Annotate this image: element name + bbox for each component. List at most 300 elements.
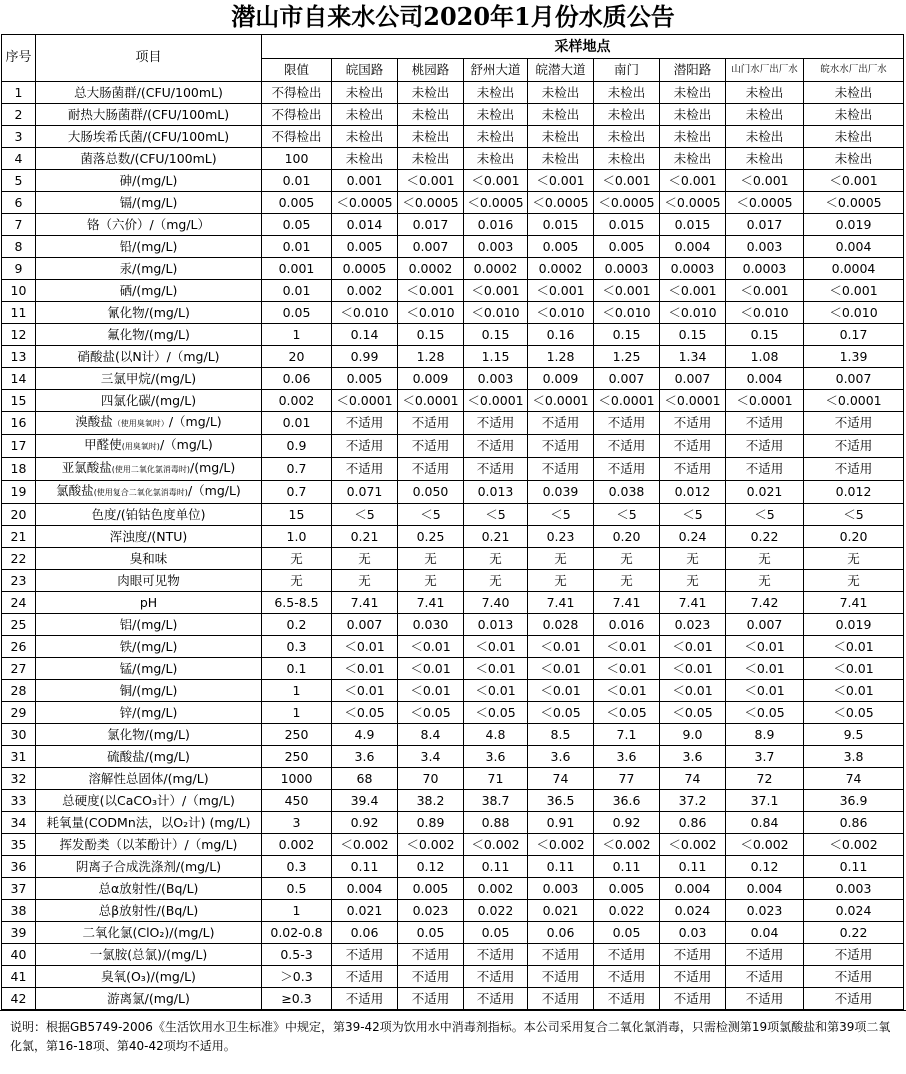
site-value: ＜0.002 bbox=[594, 834, 660, 856]
site-value: 1.34 bbox=[660, 346, 726, 368]
site-value: 0.0002 bbox=[528, 258, 594, 280]
header-site: 桃园路 bbox=[398, 59, 464, 82]
table-row bbox=[2, 812, 904, 834]
site-value: 0.25 bbox=[398, 526, 464, 548]
site-value: 0.012 bbox=[660, 481, 726, 504]
item-label: 铜/(mg/L) bbox=[119, 682, 178, 698]
limit-value: 1000 bbox=[262, 768, 332, 790]
limit-value: 3 bbox=[262, 812, 332, 834]
water-quality-table bbox=[1, 34, 904, 1010]
table-row bbox=[2, 768, 904, 790]
item-name bbox=[36, 680, 262, 702]
site-value: 不适用 bbox=[528, 458, 594, 481]
site-value: 0.12 bbox=[398, 856, 464, 878]
item-label: 硝酸盐(以N计）/（mg/L) bbox=[77, 348, 220, 364]
row-number: 29 bbox=[2, 702, 36, 724]
site-value: 无 bbox=[726, 548, 804, 570]
item-label: pH bbox=[139, 594, 158, 610]
row-number: 8 bbox=[2, 236, 36, 258]
site-value: 0.004 bbox=[726, 878, 804, 900]
site-value: ＜0.0001 bbox=[398, 390, 464, 412]
site-value: ＜0.010 bbox=[660, 302, 726, 324]
item-label: 铅/(mg/L) bbox=[119, 238, 178, 254]
site-value: 未检出 bbox=[332, 82, 398, 104]
row-number: 40 bbox=[2, 944, 36, 966]
site-value: 不适用 bbox=[726, 435, 804, 458]
site-value: ＜0.01 bbox=[332, 680, 398, 702]
item-name bbox=[36, 878, 262, 900]
header-site: 皖潜大道 bbox=[528, 59, 594, 82]
site-value: 不适用 bbox=[660, 412, 726, 435]
site-value: 3.6 bbox=[660, 746, 726, 768]
site-value: 不适用 bbox=[332, 966, 398, 988]
site-value: 无 bbox=[398, 570, 464, 592]
item-label: 总α放射性/(Bq/L) bbox=[98, 880, 199, 896]
limit-value: 15 bbox=[262, 504, 332, 526]
site-value: ＜0.05 bbox=[660, 702, 726, 724]
site-value: 无 bbox=[804, 548, 904, 570]
site-value: 0.003 bbox=[464, 368, 528, 390]
site-value: 未检出 bbox=[332, 148, 398, 170]
site-value: 0.84 bbox=[726, 812, 804, 834]
limit-value: 0.01 bbox=[262, 170, 332, 192]
site-value: 0.06 bbox=[332, 922, 398, 944]
table-row bbox=[2, 104, 904, 126]
header-site: 皖国路 bbox=[332, 59, 398, 82]
item-name bbox=[36, 746, 262, 768]
limit-value: 1 bbox=[262, 324, 332, 346]
limit-value: ＞0.3 bbox=[262, 966, 332, 988]
row-number: 41 bbox=[2, 966, 36, 988]
row-number: 1 bbox=[2, 82, 36, 104]
row-number: 10 bbox=[2, 280, 36, 302]
item-name bbox=[36, 104, 262, 126]
limit-value: 0.7 bbox=[262, 481, 332, 504]
site-value: 0.022 bbox=[464, 900, 528, 922]
site-value: ＜0.010 bbox=[594, 302, 660, 324]
site-value: 0.015 bbox=[660, 214, 726, 236]
limit-value: 0.002 bbox=[262, 834, 332, 856]
table-row bbox=[2, 658, 904, 680]
site-value: 0.021 bbox=[332, 900, 398, 922]
site-value: ＜0.0001 bbox=[594, 390, 660, 412]
site-value: ＜0.01 bbox=[804, 658, 904, 680]
site-value: 0.0003 bbox=[660, 258, 726, 280]
header-site: 舒州大道 bbox=[464, 59, 528, 82]
site-value: 0.005 bbox=[594, 878, 660, 900]
table-row bbox=[2, 856, 904, 878]
limit-value: 0.7 bbox=[262, 458, 332, 481]
site-value: ＜0.01 bbox=[464, 636, 528, 658]
table-row bbox=[2, 258, 904, 280]
site-value: 0.0004 bbox=[804, 258, 904, 280]
site-value: ＜0.002 bbox=[660, 834, 726, 856]
item-condition: (使用二氧化氯消毒时) bbox=[111, 465, 190, 474]
site-value: 不适用 bbox=[464, 988, 528, 1010]
site-value: 不适用 bbox=[660, 435, 726, 458]
item-name bbox=[36, 148, 262, 170]
site-value: 不适用 bbox=[594, 412, 660, 435]
site-value: ＜0.01 bbox=[398, 636, 464, 658]
site-value: 0.11 bbox=[804, 856, 904, 878]
site-value: ＜0.01 bbox=[726, 680, 804, 702]
item-name bbox=[36, 966, 262, 988]
site-value: 0.004 bbox=[726, 368, 804, 390]
site-value: 0.24 bbox=[660, 526, 726, 548]
item-label: 锰/(mg/L) bbox=[119, 660, 178, 676]
site-value: 无 bbox=[660, 548, 726, 570]
table-row bbox=[2, 390, 904, 412]
site-value: 8.4 bbox=[398, 724, 464, 746]
row-number: 15 bbox=[2, 390, 36, 412]
site-value: 37.1 bbox=[726, 790, 804, 812]
item-name bbox=[36, 790, 262, 812]
row-number: 31 bbox=[2, 746, 36, 768]
site-value: 不适用 bbox=[726, 988, 804, 1010]
site-value: 0.002 bbox=[464, 878, 528, 900]
site-value: 0.06 bbox=[528, 922, 594, 944]
item-name bbox=[36, 214, 262, 236]
item-name bbox=[36, 412, 262, 435]
item-label: 铁/(mg/L) bbox=[119, 638, 178, 654]
site-value: ＜5 bbox=[332, 504, 398, 526]
item-name bbox=[36, 614, 262, 636]
item-label: 溶解性总固体/(mg/L) bbox=[88, 770, 209, 786]
site-value: 不适用 bbox=[332, 412, 398, 435]
site-value: 8.9 bbox=[726, 724, 804, 746]
site-value: 不适用 bbox=[332, 458, 398, 481]
site-value: 0.019 bbox=[804, 614, 904, 636]
site-value: 68 bbox=[332, 768, 398, 790]
site-value: 不适用 bbox=[660, 966, 726, 988]
site-value: ＜0.01 bbox=[726, 658, 804, 680]
site-value: ＜0.05 bbox=[804, 702, 904, 724]
site-value: 3.6 bbox=[528, 746, 594, 768]
row-number: 21 bbox=[2, 526, 36, 548]
site-value: 不适用 bbox=[594, 458, 660, 481]
site-value: 无 bbox=[594, 570, 660, 592]
item-label: 大肠埃希氏菌/(CFU/100mL) bbox=[67, 128, 230, 144]
row-number: 38 bbox=[2, 900, 36, 922]
site-value: 0.23 bbox=[528, 526, 594, 548]
site-value: 0.99 bbox=[332, 346, 398, 368]
site-value: 不适用 bbox=[594, 988, 660, 1010]
site-value: 7.40 bbox=[464, 592, 528, 614]
site-value: 0.023 bbox=[398, 900, 464, 922]
site-value: ＜0.001 bbox=[398, 280, 464, 302]
site-value: 37.2 bbox=[660, 790, 726, 812]
site-value: 0.0002 bbox=[464, 258, 528, 280]
item-name bbox=[36, 834, 262, 856]
site-value: 74 bbox=[660, 768, 726, 790]
item-label: 挥发酚类（以苯酚计）/（mg/L) bbox=[59, 836, 238, 852]
site-value: 0.016 bbox=[594, 614, 660, 636]
site-value: 0.89 bbox=[398, 812, 464, 834]
item-name bbox=[36, 170, 262, 192]
item-label: 一氯胺(总氯)/(mg/L) bbox=[89, 946, 208, 962]
site-value: ＜0.010 bbox=[804, 302, 904, 324]
site-value: 不适用 bbox=[332, 944, 398, 966]
site-value: ＜0.01 bbox=[398, 680, 464, 702]
site-value: 0.004 bbox=[660, 236, 726, 258]
item-name bbox=[36, 192, 262, 214]
site-value: 0.11 bbox=[528, 856, 594, 878]
site-value: ＜0.05 bbox=[464, 702, 528, 724]
item-name bbox=[36, 458, 262, 481]
row-number: 42 bbox=[2, 988, 36, 1010]
site-value: 不适用 bbox=[804, 435, 904, 458]
site-value: ＜0.0005 bbox=[804, 192, 904, 214]
site-value: 0.05 bbox=[398, 922, 464, 944]
site-value: ＜0.001 bbox=[804, 280, 904, 302]
table-row bbox=[2, 702, 904, 724]
site-value: 不适用 bbox=[528, 412, 594, 435]
limit-value: 0.01 bbox=[262, 280, 332, 302]
site-value: 0.022 bbox=[594, 900, 660, 922]
limit-value: 0.1 bbox=[262, 658, 332, 680]
site-value: 7.41 bbox=[528, 592, 594, 614]
site-value: 8.5 bbox=[528, 724, 594, 746]
site-value: ＜0.05 bbox=[594, 702, 660, 724]
header-site: 南门 bbox=[594, 59, 660, 82]
site-value: 3.6 bbox=[332, 746, 398, 768]
site-value: 7.41 bbox=[398, 592, 464, 614]
row-number: 4 bbox=[2, 148, 36, 170]
row-number: 23 bbox=[2, 570, 36, 592]
site-value: 0.013 bbox=[464, 481, 528, 504]
site-value: 不适用 bbox=[528, 988, 594, 1010]
site-value: ＜0.01 bbox=[804, 636, 904, 658]
table-row bbox=[2, 878, 904, 900]
row-number: 3 bbox=[2, 126, 36, 148]
site-value: 0.88 bbox=[464, 812, 528, 834]
site-value: ＜0.01 bbox=[464, 680, 528, 702]
site-value: 0.22 bbox=[726, 526, 804, 548]
site-value: 0.21 bbox=[464, 526, 528, 548]
site-value: 0.015 bbox=[594, 214, 660, 236]
site-value: 0.15 bbox=[726, 324, 804, 346]
site-value: 7.41 bbox=[804, 592, 904, 614]
item-label: 耐热大肠菌群/(CFU/100mL) bbox=[67, 106, 230, 122]
site-value: 0.023 bbox=[660, 614, 726, 636]
table-row bbox=[2, 548, 904, 570]
item-name bbox=[36, 526, 262, 548]
site-value: ＜0.001 bbox=[464, 280, 528, 302]
site-value: ＜5 bbox=[464, 504, 528, 526]
site-value: 0.024 bbox=[660, 900, 726, 922]
site-value: 不适用 bbox=[464, 458, 528, 481]
site-value: 不适用 bbox=[726, 458, 804, 481]
site-value: ＜0.001 bbox=[594, 170, 660, 192]
site-value: ＜0.001 bbox=[464, 170, 528, 192]
site-value: 不适用 bbox=[528, 966, 594, 988]
site-value: 不适用 bbox=[464, 412, 528, 435]
site-value: 0.15 bbox=[464, 324, 528, 346]
item-label: 总β放射性/(Bq/L) bbox=[98, 902, 199, 918]
site-value: 0.0005 bbox=[332, 258, 398, 280]
item-label: 亚氯酸盐 bbox=[61, 460, 112, 475]
site-value: ＜0.0005 bbox=[660, 192, 726, 214]
site-value: 无 bbox=[528, 570, 594, 592]
row-number: 27 bbox=[2, 658, 36, 680]
limit-value: 0.02-0.8 bbox=[262, 922, 332, 944]
item-name bbox=[36, 390, 262, 412]
site-value: 不适用 bbox=[332, 435, 398, 458]
site-value: ＜0.0005 bbox=[464, 192, 528, 214]
site-value: ＜0.002 bbox=[332, 834, 398, 856]
site-value: 74 bbox=[528, 768, 594, 790]
site-value: ＜5 bbox=[398, 504, 464, 526]
site-value: 0.003 bbox=[528, 878, 594, 900]
site-value: 未检出 bbox=[594, 126, 660, 148]
table-row bbox=[2, 504, 904, 526]
site-value: 不适用 bbox=[594, 435, 660, 458]
row-number: 12 bbox=[2, 324, 36, 346]
limit-value: 不得检出 bbox=[262, 126, 332, 148]
site-value: 0.009 bbox=[528, 368, 594, 390]
site-value: 0.007 bbox=[660, 368, 726, 390]
site-value: 未检出 bbox=[726, 104, 804, 126]
item-name bbox=[36, 702, 262, 724]
site-value: 不适用 bbox=[398, 944, 464, 966]
site-value: 0.14 bbox=[332, 324, 398, 346]
site-value: 不适用 bbox=[594, 966, 660, 988]
row-number: 19 bbox=[2, 481, 36, 504]
site-value: 不适用 bbox=[804, 966, 904, 988]
site-value: 无 bbox=[332, 570, 398, 592]
site-value: ＜0.0001 bbox=[464, 390, 528, 412]
site-value: 7.42 bbox=[726, 592, 804, 614]
limit-value: 1.0 bbox=[262, 526, 332, 548]
limit-value: 1 bbox=[262, 702, 332, 724]
site-value: 39.4 bbox=[332, 790, 398, 812]
site-value: 不适用 bbox=[528, 944, 594, 966]
site-value: ＜0.0001 bbox=[528, 390, 594, 412]
site-value: 0.92 bbox=[332, 812, 398, 834]
item-name bbox=[36, 636, 262, 658]
site-value: ＜0.0001 bbox=[660, 390, 726, 412]
limit-value: 0.5-3 bbox=[262, 944, 332, 966]
limit-value: 450 bbox=[262, 790, 332, 812]
site-value: ＜0.002 bbox=[528, 834, 594, 856]
site-value: 未检出 bbox=[804, 104, 904, 126]
site-value: 0.002 bbox=[332, 280, 398, 302]
item-label: 总大肠菌群/(CFU/100mL) bbox=[74, 84, 223, 100]
site-value: 未检出 bbox=[332, 104, 398, 126]
site-value: 无 bbox=[464, 570, 528, 592]
row-number: 16 bbox=[2, 412, 36, 435]
site-value: 0.021 bbox=[528, 900, 594, 922]
site-value: 0.0003 bbox=[726, 258, 804, 280]
site-value: 0.038 bbox=[594, 481, 660, 504]
site-value: 0.007 bbox=[726, 614, 804, 636]
site-value: ＜0.01 bbox=[398, 658, 464, 680]
table-row bbox=[2, 724, 904, 746]
site-value: ＜0.002 bbox=[804, 834, 904, 856]
site-value: 0.001 bbox=[332, 170, 398, 192]
item-name bbox=[36, 236, 262, 258]
row-number: 26 bbox=[2, 636, 36, 658]
row-number: 11 bbox=[2, 302, 36, 324]
site-value: 0.004 bbox=[332, 878, 398, 900]
row-number: 30 bbox=[2, 724, 36, 746]
site-value: 未检出 bbox=[398, 82, 464, 104]
table-row bbox=[2, 192, 904, 214]
site-value: 未检出 bbox=[726, 148, 804, 170]
item-label: 三氯甲烷/(mg/L) bbox=[100, 370, 197, 386]
site-value: 1.39 bbox=[804, 346, 904, 368]
row-number: 7 bbox=[2, 214, 36, 236]
row-number: 18 bbox=[2, 458, 36, 481]
header-site: 潜阳路 bbox=[660, 59, 726, 82]
site-value: ＜0.0001 bbox=[804, 390, 904, 412]
table-row bbox=[2, 302, 904, 324]
site-value: ＜0.010 bbox=[726, 302, 804, 324]
limit-value: 0.001 bbox=[262, 258, 332, 280]
site-value: 0.005 bbox=[332, 368, 398, 390]
limit-value: 1 bbox=[262, 900, 332, 922]
site-value: ＜0.001 bbox=[594, 280, 660, 302]
site-value: 0.005 bbox=[398, 878, 464, 900]
site-value: 36.6 bbox=[594, 790, 660, 812]
table-row bbox=[2, 126, 904, 148]
site-value: ＜0.001 bbox=[804, 170, 904, 192]
site-value: 未检出 bbox=[594, 104, 660, 126]
item-unit: /（mg/L) bbox=[168, 414, 222, 429]
row-number: 32 bbox=[2, 768, 36, 790]
site-value: ＜0.0005 bbox=[332, 192, 398, 214]
site-value: 未检出 bbox=[660, 148, 726, 170]
item-name bbox=[36, 570, 262, 592]
site-value: ＜0.002 bbox=[464, 834, 528, 856]
site-value: 72 bbox=[726, 768, 804, 790]
site-value: ＜0.001 bbox=[528, 280, 594, 302]
site-value: ＜0.010 bbox=[464, 302, 528, 324]
item-name bbox=[36, 280, 262, 302]
table-row bbox=[2, 458, 904, 481]
item-unit: /(mg/L) bbox=[190, 460, 236, 475]
site-value: 0.007 bbox=[398, 236, 464, 258]
site-value: 不适用 bbox=[398, 988, 464, 1010]
site-value: 0.0003 bbox=[594, 258, 660, 280]
item-condition: (用臭氧时) bbox=[121, 442, 160, 451]
site-value: 9.0 bbox=[660, 724, 726, 746]
site-value: 未检出 bbox=[528, 126, 594, 148]
site-value: 0.005 bbox=[332, 236, 398, 258]
item-label: 硫酸盐/(mg/L) bbox=[107, 748, 190, 764]
site-value: 未检出 bbox=[726, 126, 804, 148]
site-value: ＜5 bbox=[594, 504, 660, 526]
item-label: 总硬度(以CaCO₃计）/（mg/L) bbox=[62, 792, 235, 808]
site-value: 7.41 bbox=[594, 592, 660, 614]
site-value: 未检出 bbox=[528, 148, 594, 170]
site-value: 未检出 bbox=[528, 104, 594, 126]
row-number: 9 bbox=[2, 258, 36, 280]
site-value: 1.15 bbox=[464, 346, 528, 368]
site-value: 0.17 bbox=[804, 324, 904, 346]
site-value: 未检出 bbox=[332, 126, 398, 148]
item-name bbox=[36, 592, 262, 614]
limit-value: 0.9 bbox=[262, 435, 332, 458]
site-value: ＜0.01 bbox=[804, 680, 904, 702]
row-number: 34 bbox=[2, 812, 36, 834]
site-value: ＜0.05 bbox=[528, 702, 594, 724]
site-value: 不适用 bbox=[332, 988, 398, 1010]
limit-value: 不得检出 bbox=[262, 104, 332, 126]
table-row bbox=[2, 346, 904, 368]
item-name bbox=[36, 302, 262, 324]
item-condition: （使用臭氧时） bbox=[112, 419, 169, 428]
